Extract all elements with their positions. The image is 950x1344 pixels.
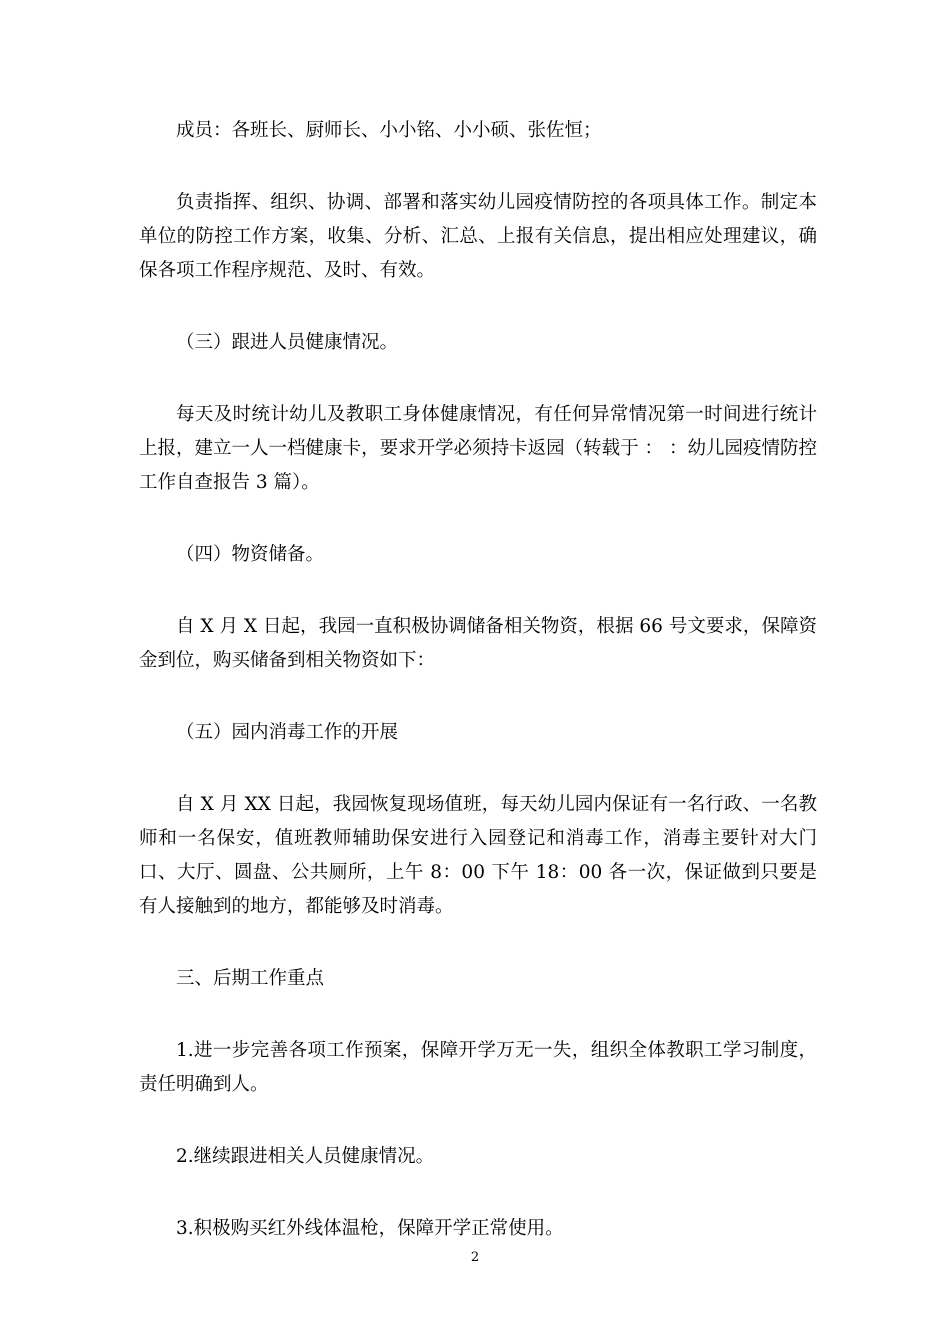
section-heading-future-work: 三、后期工作重点 <box>176 968 325 989</box>
list-item-1: 1.进一步完善各项工作预案，保障开学万无一失，组织全体教职工学习制度，责任明确到人。 <box>139 1040 817 1095</box>
list-item-2: 2.继续跟进相关人员健康情况。 <box>176 1146 435 1167</box>
paragraph-responsibilities: 负责指挥、组织、协调、部署和落实幼儿园疫情防控的各项具体工作。制定本单位的防控工作方案，收集、分析、汇总、上报有关信息，提出相应处理建议，确保各项工作程序规范、及时、有效。 <box>139 192 817 281</box>
paragraph-members: 成员：各班长、厨师长、小小铭、小小硕、张佐恒； <box>176 120 602 141</box>
list-item-3: 3.积极购买红外线体温枪，保障开学正常使用。 <box>176 1218 564 1239</box>
document-body <box>139 114 817 1246</box>
page-number: 2 <box>470 1250 480 1265</box>
section-heading-health-tracking: （三）跟进人员健康情况。 <box>176 332 399 353</box>
section-heading-disinfection: （五）园内消毒工作的开展 <box>176 722 399 743</box>
section-heading-supplies: （四）物资储备。 <box>176 544 325 565</box>
paragraph-supplies: 自 X 月 X 日起，我园一直积极协调储备相关物资，根据 66 号文要求，保障资金到位，购买储备到相关物资如下： <box>139 616 817 671</box>
paragraph-health-tracking: 每天及时统计幼儿及教职工身体健康情况，有任何异常情况第一时间进行统计上报，建立一人一档健康卡，要求开学必须持卡返园（转载于 ： ：幼儿园疫情防控工作自查报告 3 篇）。 <box>139 404 817 493</box>
paragraph-disinfection: 自 X 月 XX 日起，我园恢复现场值班，每天幼儿园内保证有一名行政、一名教师和一名保安，值班教师辅助保安进行入园登记和消毒工作，消毒主要针对大门口、大厅、圆盘、公共厕所，上午 8：00 下午 18：00 各一次，保证做到只要是有人接触到的地方，都能够及时消毒。 <box>139 794 817 917</box>
